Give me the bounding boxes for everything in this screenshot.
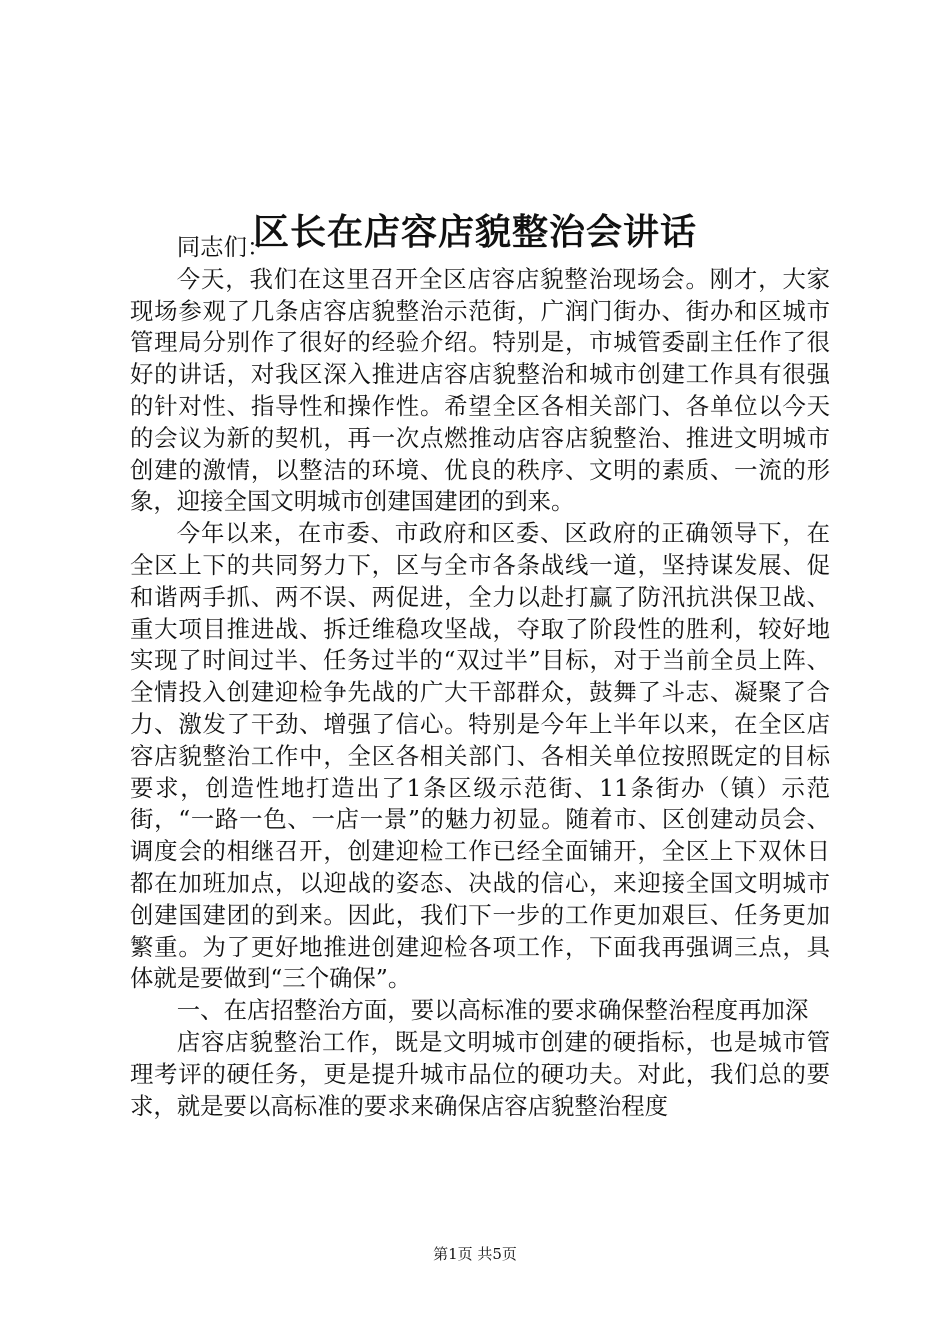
document-body: [130, 232, 830, 1122]
paragraph: 店容店貌整治工作，既是文明城市创建的硬指标，也是城市管理考评的硬任务，更是提升城市品位的硬功夫。对此，我们总的要求，就是要以高标准的要求来确保店容店貌整治程度: [130, 1027, 830, 1120]
paragraph: 今天，我们在这里召开全区店容店貌整治现场会。刚才，大家现场参观了几条店容店貌整治示范街，广润门街办、街办和区城市管理局分别作了很好的经验介绍。特别是，市城管委副主任作了很好的讲话，对我区深入推进店容店貌整治和城市创建工作具有很强的针对性、指导性和操作性。希望全区各相关部门、各单位以今天的会议为新的契机，再一次点燃推动店容店貌整治、推进文明城市创建的激情，以整洁的环境、优良的秩序、文明的素质、一流的形象，迎接全国文明城市创建国建团的到来。: [130, 264, 830, 516]
paragraph: 今年以来，在市委、市政府和区委、区政府的正确领导下，在全区上下的共同努力下，区与全市各条战线一道，坚持谋发展、促和谐两手抓、两不误、两促进，全力以赴打赢了防汛抗洪保卫战、重大项目推进战、拆迁维稳攻坚战，夺取了阶段性的胜利，较好地实现了时间过半、任务过半的“双过半”目标，对于当前全员上阵、全情投入创建迎检争先战的广大干部群众，鼓舞了斗志、凝聚了合力、激发了干劲、增强了信心。特别是今年上半年以来，在全区店容店貌整治工作中，全区各相关部门、各相关单位按照既定的目标要求，创造性地打造出了1条区级示范街、11条街办（镇）示范街，“一路一色、一店一景”的魅力初显。随着市、区创建动员会、调度会的相继召开，创建迎检工作已经全面铺开，全区上下双休日都在加班加点，以迎战的姿态、决战的信心，来迎接全国文明城市创建国建团的到来。因此，我们下一步的工作更加艰巨、任务更加繁重。为了更好地推进创建迎检各项工作，下面我再强调三点，具体就是要做到“三个确保”。: [130, 519, 830, 993]
document-title: 区长在店容店貌整治会讲话: [252, 211, 697, 254]
section-heading: 一、在店招整治方面，要以高标准的要求确保整治程度再加深: [176, 996, 809, 1025]
page-number-footer: 第1页 共5页: [433, 1245, 517, 1263]
salutation: 同志们：: [176, 233, 271, 261]
